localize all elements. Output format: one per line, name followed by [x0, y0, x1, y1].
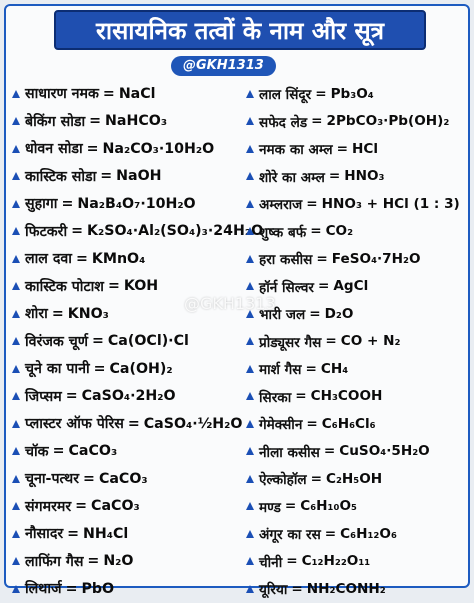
- formula-row: [246, 273, 468, 301]
- compound-name: चीनी: [259, 554, 283, 571]
- triangle-bullet-icon: [246, 337, 254, 345]
- formula-row: [12, 190, 248, 218]
- compound-name: धोवन सोडा: [25, 141, 83, 158]
- formula-row: [12, 135, 248, 163]
- triangle-bullet-icon: [12, 255, 20, 263]
- chemical-formula: CuSO₄·5H₂O: [339, 443, 430, 460]
- compound-name: विरंजक चूर्ण: [25, 333, 88, 350]
- formula-row: [246, 465, 468, 493]
- compound-name: भारी जल: [259, 307, 306, 324]
- formula-row: [246, 190, 468, 218]
- title-banner: [54, 10, 426, 50]
- equals-sign: =: [310, 223, 322, 240]
- compound-name: शोरे का अम्ल: [259, 169, 325, 186]
- equals-sign: =: [51, 305, 64, 322]
- chemical-formula: CO + N₂: [340, 333, 401, 350]
- compound-name: सफेद लेड: [259, 114, 308, 131]
- formula-row: [12, 575, 248, 603]
- chemical-formula: NH₂CONH₂: [306, 580, 386, 597]
- formula-row: [246, 493, 468, 521]
- formula-row: [12, 465, 248, 493]
- formula-row: [246, 163, 468, 191]
- handle-badge: @GKH1313: [171, 56, 276, 76]
- equals-sign: =: [93, 360, 106, 377]
- compound-name: हॉर्न सिल्वर: [259, 279, 314, 296]
- equals-sign: =: [86, 140, 99, 157]
- chemical-formula: AgCl: [333, 278, 369, 295]
- equals-sign: =: [75, 498, 88, 515]
- chemical-formula: C₁₂H₂₂O₁₁: [301, 553, 371, 570]
- formula-row: [246, 328, 468, 356]
- compound-name: चूना-पत्थर: [25, 471, 80, 488]
- compound-name: चॉक: [25, 443, 49, 460]
- formula-row: [246, 245, 468, 273]
- equals-sign: =: [92, 333, 104, 350]
- equals-sign: =: [52, 443, 65, 460]
- compound-name: मण्ड: [259, 499, 281, 516]
- triangle-bullet-icon: [12, 172, 20, 180]
- chemical-formula: C₆H₆Cl₆: [321, 415, 376, 432]
- triangle-bullet-icon: [12, 227, 20, 235]
- chemical-formula: NaCl: [118, 85, 156, 102]
- triangle-bullet-icon: [12, 475, 20, 483]
- chemical-formula: CaSO₄·2H₂O: [81, 388, 176, 405]
- equals-sign: =: [315, 85, 327, 102]
- compound-name: कास्टिक सोडा: [25, 168, 97, 185]
- triangle-bullet-icon: [12, 90, 20, 98]
- chemical-formula: KOH: [123, 278, 159, 295]
- chemical-formula: KMnO₄: [91, 250, 146, 267]
- chemical-formula: CH₄: [320, 360, 349, 377]
- chemical-formula: D₂O: [324, 305, 354, 322]
- triangle-bullet-icon: [246, 557, 254, 565]
- formula-row: [246, 355, 468, 383]
- compound-name: लिथार्ज: [25, 581, 62, 598]
- formula-row: [246, 80, 468, 108]
- compound-name: शुष्क बर्फ: [259, 224, 307, 241]
- formula-row: [246, 383, 468, 411]
- chemical-formula: Ca(OCl)·Cl: [107, 333, 189, 350]
- triangle-bullet-icon: [246, 227, 254, 235]
- compound-name: नमक का अम्ल: [259, 142, 333, 159]
- equals-sign: =: [65, 388, 78, 405]
- chemical-formula: CaCO₃: [68, 443, 118, 460]
- formula-row: [246, 520, 468, 548]
- page-title: रासायनिक तत्वों के नाम और सूत्र: [96, 16, 384, 45]
- triangle-bullet-icon: [246, 172, 254, 180]
- equals-sign: =: [102, 85, 115, 102]
- chemical-formula: Na₂CO₃·10H₂O: [102, 140, 215, 157]
- triangle-bullet-icon: [246, 392, 254, 400]
- equals-sign: =: [317, 278, 330, 295]
- chemical-formula: Pb₃O₄: [330, 85, 374, 102]
- triangle-bullet-icon: [12, 530, 20, 538]
- triangle-bullet-icon: [246, 90, 254, 98]
- formula-row: [12, 410, 248, 438]
- triangle-bullet-icon: [246, 530, 254, 538]
- chemical-formula: K₂SO₄·Al₂(SO₄)₃·24H₂O: [87, 223, 264, 240]
- triangle-bullet-icon: [12, 365, 20, 373]
- formula-row: [12, 300, 248, 328]
- equals-sign: =: [71, 223, 84, 240]
- chemical-formula: NH₄Cl: [83, 525, 129, 542]
- formula-row: [12, 438, 248, 466]
- equals-sign: =: [316, 250, 328, 267]
- formula-row: [12, 328, 248, 356]
- chemical-formula: C₆H₁₂O₆: [340, 525, 397, 542]
- chemical-formula: CO₂: [325, 223, 354, 240]
- formula-row: [246, 410, 468, 438]
- compound-name: शोरा: [25, 306, 48, 323]
- compound-name: प्रोड्यूसर गैस: [259, 334, 322, 351]
- formula-row: [12, 355, 248, 383]
- compound-name: ऐल्कोहॉल: [259, 472, 307, 489]
- chemical-formula: KNO₃: [67, 305, 109, 322]
- triangle-bullet-icon: [246, 282, 254, 290]
- compound-name: गेमेक्सीन: [259, 417, 303, 434]
- equals-sign: =: [325, 333, 337, 350]
- compound-name: यूरिया: [259, 582, 288, 599]
- chemical-formula: CaSO₄·½H₂O: [143, 415, 243, 432]
- chemical-formula: FeSO₄·7H₂O: [331, 250, 421, 267]
- chemical-formula: CaCO₃: [98, 470, 148, 487]
- triangle-bullet-icon: [246, 200, 254, 208]
- chemical-formula: N₂O: [103, 553, 134, 570]
- triangle-bullet-icon: [12, 392, 20, 400]
- equals-sign: =: [286, 553, 298, 570]
- chemical-formula: CaCO₃: [91, 498, 140, 515]
- compound-name: जिप्सम: [25, 388, 62, 405]
- equals-sign: =: [323, 443, 336, 460]
- chemical-formula: HNO₃: [344, 168, 385, 185]
- equals-sign: =: [83, 470, 95, 487]
- chemical-formula: NaOH: [116, 168, 162, 185]
- triangle-bullet-icon: [12, 200, 20, 208]
- equals-sign: =: [305, 360, 317, 377]
- formula-row: [246, 135, 468, 163]
- compound-name: चूने का पानी: [25, 361, 90, 378]
- equals-sign: =: [306, 415, 318, 432]
- compound-name: प्लास्टर ऑफ पेरिस: [25, 416, 124, 433]
- triangle-bullet-icon: [12, 557, 20, 565]
- compound-name: अंगूर का रस: [259, 527, 321, 544]
- formula-row: [12, 218, 264, 246]
- triangle-bullet-icon: [12, 337, 20, 345]
- triangle-bullet-icon: [12, 420, 20, 428]
- right-column: [246, 80, 468, 603]
- chemical-formula: 2PbCO₃·Pb(OH)₂: [326, 113, 450, 130]
- compound-name: संगमरमर: [25, 498, 72, 515]
- formula-row: [246, 575, 468, 603]
- equals-sign: =: [89, 113, 102, 130]
- triangle-bullet-icon: [246, 365, 254, 373]
- triangle-bullet-icon: [12, 447, 20, 455]
- formula-row: [12, 273, 248, 301]
- equals-sign: =: [87, 553, 100, 570]
- formula-row: [246, 108, 468, 136]
- equals-sign: =: [328, 168, 341, 185]
- chemical-formula: PbO: [81, 580, 115, 597]
- equals-sign: =: [107, 278, 120, 295]
- equals-sign: =: [291, 580, 303, 597]
- triangle-bullet-icon: [246, 117, 254, 125]
- triangle-bullet-icon: [12, 145, 20, 153]
- triangle-bullet-icon: [246, 420, 254, 428]
- watermark: @GKH1313: [184, 294, 276, 313]
- equals-sign: =: [336, 140, 349, 157]
- formula-row: [246, 438, 468, 466]
- equals-sign: =: [127, 415, 140, 432]
- formula-row: [12, 493, 248, 521]
- formula-row: [12, 245, 248, 273]
- compound-name: सिरका: [259, 389, 292, 406]
- chemical-formula: NaHCO₃: [105, 113, 168, 130]
- triangle-bullet-icon: [246, 255, 254, 263]
- chemical-formula: HCl: [352, 140, 379, 157]
- triangle-bullet-icon: [12, 310, 20, 318]
- compound-name: साधारण नमक: [25, 86, 99, 103]
- formula-row: [12, 163, 248, 191]
- formula-row: [12, 108, 248, 136]
- equals-sign: =: [67, 525, 80, 542]
- compound-name: हरा कसीस: [259, 252, 313, 269]
- equals-sign: =: [311, 113, 323, 130]
- formula-card: [4, 4, 470, 599]
- equals-sign: =: [324, 525, 337, 542]
- compound-name: सुहागा: [25, 196, 58, 213]
- formula-row: [12, 520, 248, 548]
- chemical-formula: C₆H₁₀O₅: [300, 498, 357, 515]
- chemical-formula: CH₃COOH: [310, 388, 383, 405]
- chemical-formula: HNO₃ + HCl (1 : 3): [321, 195, 460, 212]
- formula-row: [12, 548, 248, 576]
- equals-sign: =: [61, 195, 74, 212]
- formula-row: [246, 300, 468, 328]
- triangle-bullet-icon: [246, 475, 254, 483]
- formula-row: [246, 218, 468, 246]
- triangle-bullet-icon: [246, 502, 254, 510]
- chemical-formula: C₂H₅OH: [325, 470, 383, 487]
- triangle-bullet-icon: [246, 447, 254, 455]
- triangle-bullet-icon: [246, 310, 254, 318]
- compound-name: नीला कसीस: [259, 444, 320, 461]
- equals-sign: =: [65, 580, 78, 597]
- formula-row: [12, 80, 248, 108]
- equals-sign: =: [310, 470, 322, 487]
- compound-name: नौसादर: [25, 526, 64, 543]
- triangle-bullet-icon: [12, 282, 20, 290]
- triangle-bullet-icon: [246, 145, 254, 153]
- compound-name: फिटकरी: [25, 223, 68, 240]
- compound-name: लाल सिंदूर: [259, 87, 312, 104]
- triangle-bullet-icon: [246, 585, 254, 593]
- compound-name: लाल दवा: [25, 251, 72, 268]
- compound-name: लाफिंग गैस: [25, 553, 84, 570]
- formula-row: [246, 548, 468, 576]
- equals-sign: =: [284, 498, 297, 515]
- formula-row: [12, 383, 248, 411]
- compound-name: अम्लराज: [259, 197, 303, 214]
- triangle-bullet-icon: [12, 502, 20, 510]
- triangle-bullet-icon: [12, 117, 20, 125]
- compound-name: मार्श गैस: [259, 362, 302, 379]
- equals-sign: =: [309, 305, 321, 322]
- chemical-formula: Na₂B₄O₇·10H₂O: [77, 195, 196, 212]
- equals-sign: =: [295, 388, 307, 405]
- equals-sign: =: [306, 195, 318, 212]
- left-column: [12, 80, 264, 603]
- compound-name: कास्टिक पोटाश: [25, 278, 104, 295]
- compound-name: बेकिंग सोडा: [25, 113, 86, 130]
- chemical-formula: Ca(OH)₂: [109, 360, 173, 377]
- equals-sign: =: [100, 168, 113, 185]
- triangle-bullet-icon: [12, 585, 20, 593]
- equals-sign: =: [75, 250, 88, 267]
